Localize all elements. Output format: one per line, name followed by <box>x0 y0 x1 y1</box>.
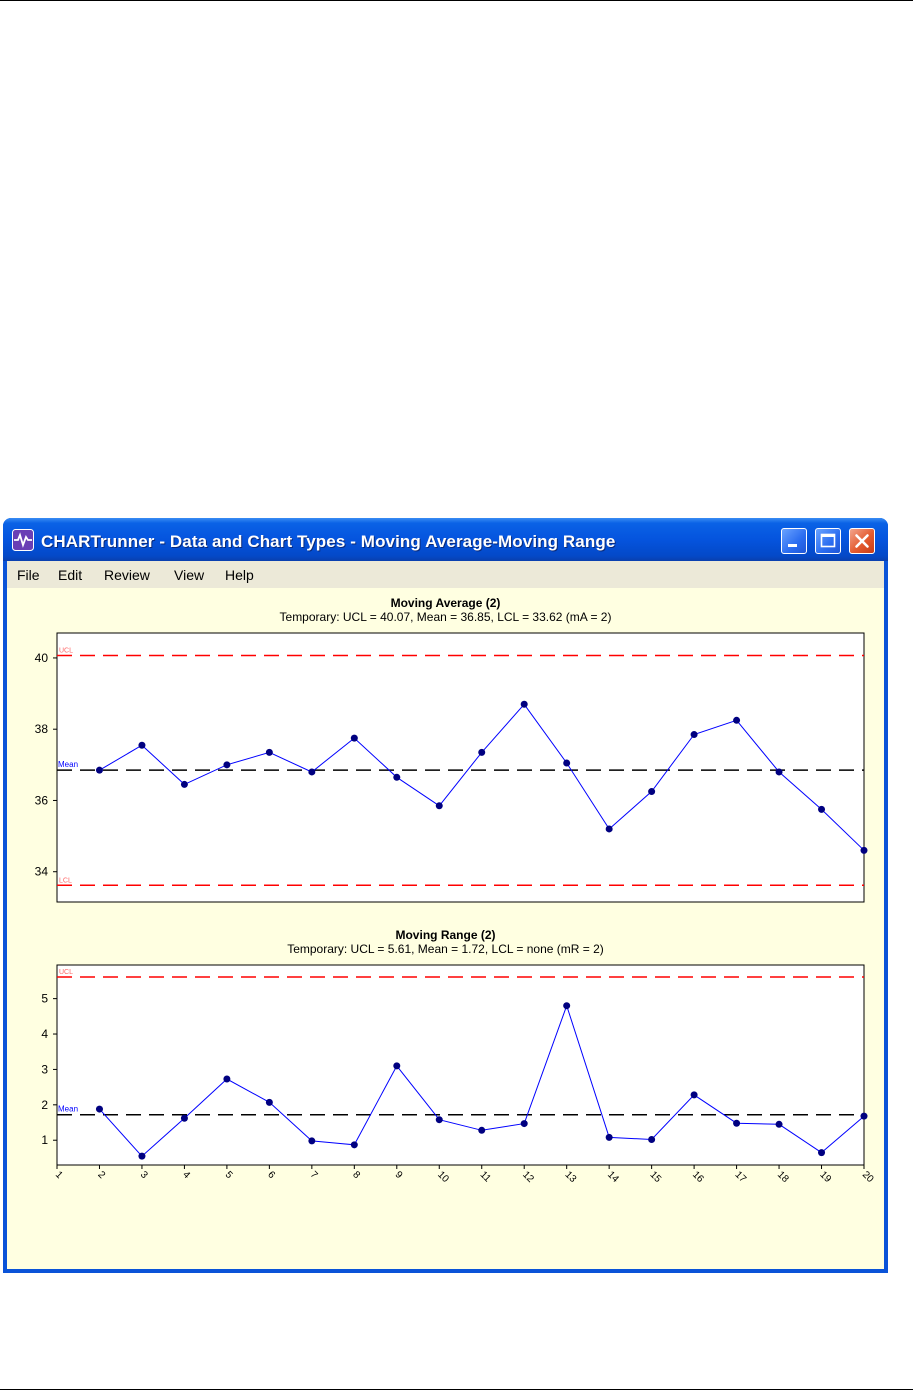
mr-plot-area <box>57 965 864 1165</box>
minimize-button[interactable] <box>781 528 807 554</box>
menu-review[interactable]: Review <box>104 567 150 583</box>
ma-data-point <box>818 806 825 813</box>
mr-x-tick-label: 13 <box>562 1169 579 1185</box>
menu-bar <box>7 561 884 588</box>
mr-data-point <box>223 1075 230 1082</box>
ma-data-point <box>266 749 273 756</box>
menu-view[interactable]: View <box>174 567 205 583</box>
mr-data-point <box>138 1153 145 1160</box>
ma-chart-subtitle: Temporary: UCL = 40.07, Mean = 36.85, LCL = 33.62 (mA = 2) <box>279 610 612 624</box>
ma-data-point <box>351 735 358 742</box>
ma-data-point <box>181 781 188 788</box>
mr-x-tick-label: 16 <box>689 1169 706 1185</box>
mr-y-tick-label: 5 <box>41 991 48 1006</box>
mr-y-tick-label: 4 <box>41 1027 48 1042</box>
mr-x-tick-label: 5 <box>222 1169 235 1182</box>
control-charts <box>7 588 884 1269</box>
ma-data-point <box>648 788 655 795</box>
chart-client-area <box>7 588 884 1269</box>
close-icon <box>850 529 874 553</box>
mr-data-point <box>393 1062 400 1069</box>
mr-y-tick-label: 2 <box>41 1097 48 1112</box>
ma-data-point <box>478 749 485 756</box>
mr-y-tick-label: 1 <box>41 1133 48 1148</box>
ma-data-point <box>776 768 783 775</box>
ma-data-point <box>691 731 698 738</box>
ma-data-point <box>308 768 315 775</box>
mr-x-tick-label: 18 <box>774 1169 791 1185</box>
mr-ucl-label: UCL <box>59 969 74 977</box>
page-bottom-rule <box>0 1389 913 1390</box>
mr-data-point <box>96 1106 103 1113</box>
ma-y-tick-label: 36 <box>34 793 48 808</box>
mr-chart-title: Moving Range (2) <box>395 928 496 942</box>
ma-data-point <box>563 760 570 767</box>
mr-data-point <box>308 1137 315 1144</box>
chartrunner-app-icon[interactable] <box>12 529 34 551</box>
mr-y-tick-label: 3 <box>41 1062 48 1077</box>
mr-mean-label: Mean <box>58 1104 79 1114</box>
mr-x-tick-label: 9 <box>392 1169 405 1182</box>
ma-data-point <box>733 717 740 724</box>
title-bar[interactable] <box>3 518 888 561</box>
ma-data-point <box>223 761 230 768</box>
mr-data-point <box>818 1149 825 1156</box>
ma-data-point <box>393 774 400 781</box>
mr-data-point <box>648 1136 655 1143</box>
mr-data-point <box>181 1115 188 1122</box>
ma-y-tick-label: 40 <box>34 650 48 665</box>
mr-x-tick-label: 20 <box>859 1169 876 1185</box>
ma-data-point <box>436 802 443 809</box>
ma-data-point <box>861 847 868 854</box>
mr-data-point <box>691 1091 698 1098</box>
close-button[interactable] <box>849 528 875 554</box>
mr-x-tick-label: 7 <box>307 1169 320 1182</box>
mr-x-tick-label: 17 <box>732 1169 749 1185</box>
maximize-icon <box>816 529 840 553</box>
mr-data-point <box>733 1120 740 1127</box>
mr-x-tick-label: 15 <box>647 1169 664 1185</box>
mr-x-tick-label: 2 <box>95 1169 108 1182</box>
ma-chart-title: Moving Average (2) <box>390 596 501 610</box>
mr-data-point <box>861 1113 868 1120</box>
window-title: CHARTrunner - Data and Chart Types - Moving Average-Moving Range <box>41 532 616 551</box>
mr-x-tick-label: 19 <box>817 1169 834 1185</box>
ma-y-tick-label: 34 <box>34 864 48 879</box>
mr-x-tick-label: 3 <box>137 1169 150 1182</box>
mr-x-tick-label: 6 <box>265 1169 277 1182</box>
page-top-rule <box>0 0 913 1</box>
ma-lcl-label: LCL <box>59 877 72 885</box>
maximize-button[interactable] <box>815 528 841 554</box>
mr-x-tick-label: 14 <box>605 1169 621 1185</box>
mr-x-tick-label: 10 <box>435 1169 451 1185</box>
mr-x-tick-label: 12 <box>520 1169 536 1185</box>
ma-data-point <box>138 742 145 749</box>
menu-help[interactable]: Help <box>225 567 254 583</box>
menu-file[interactable]: File <box>17 567 40 583</box>
ma-data-point <box>606 825 613 832</box>
mr-data-point <box>266 1099 273 1106</box>
mr-x-tick-label: 1 <box>52 1169 65 1182</box>
minimize-icon <box>782 529 806 553</box>
ma-data-point <box>96 767 103 774</box>
mr-x-tick-label: 4 <box>180 1169 193 1182</box>
ma-data-point <box>521 701 528 708</box>
chartrunner-window <box>3 518 888 1273</box>
ma-mean-label: Mean <box>58 760 79 770</box>
ma-ucl-label: UCL <box>59 647 74 655</box>
mr-data-point <box>563 1002 570 1009</box>
mr-data-point <box>478 1127 485 1134</box>
mr-x-tick-label: 11 <box>477 1169 493 1185</box>
mr-data-point <box>606 1134 613 1141</box>
mr-chart-subtitle: Temporary: UCL = 5.61, Mean = 1.72, LCL = none (mR = 2) <box>287 942 604 956</box>
mr-data-point <box>521 1120 528 1127</box>
mr-data-point <box>351 1141 358 1148</box>
menu-edit[interactable]: Edit <box>58 567 83 583</box>
mr-x-tick-label: 8 <box>350 1169 362 1182</box>
ma-plot-area <box>57 633 864 902</box>
ma-y-tick-label: 38 <box>34 722 48 737</box>
mr-data-point <box>436 1116 443 1123</box>
mr-data-point <box>776 1121 783 1128</box>
